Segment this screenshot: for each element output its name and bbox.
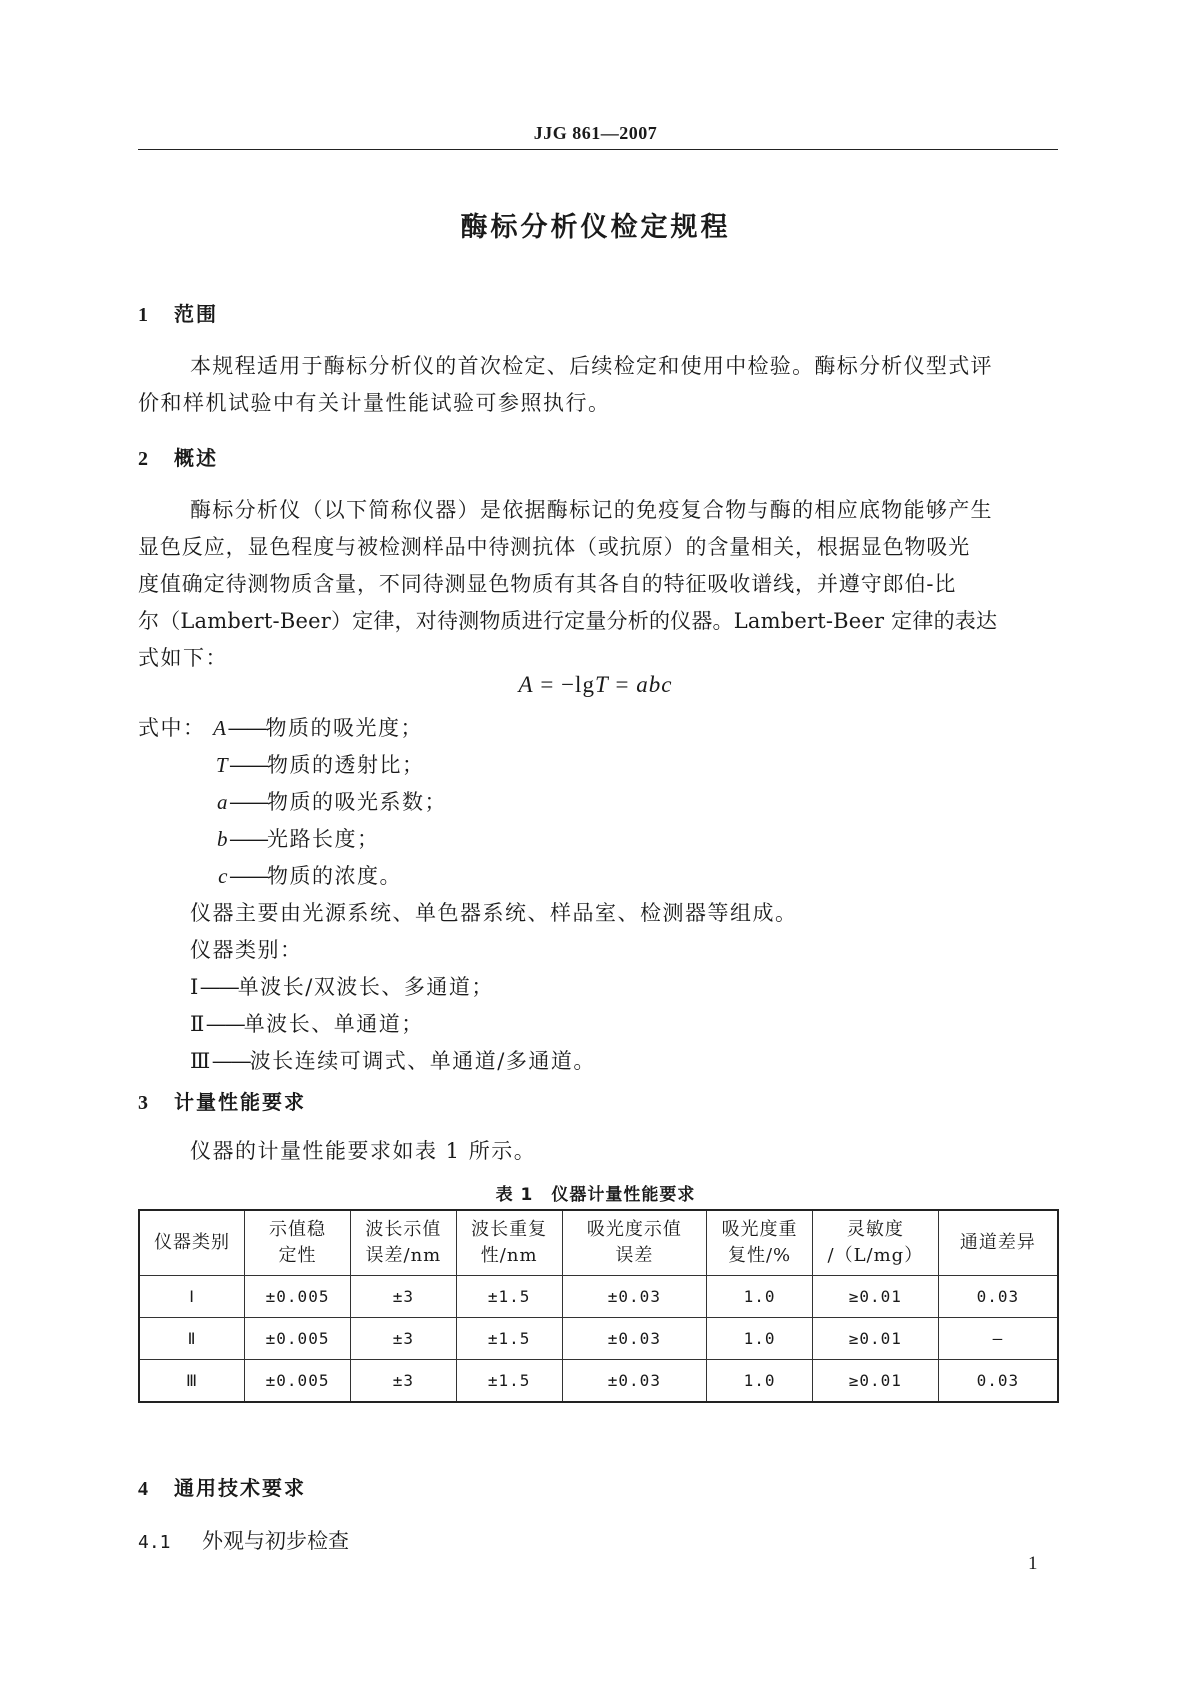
formula-abc: abc [636,672,673,697]
table-cell: ±3 [350,1276,456,1318]
table-cell: ≥0.01 [812,1318,938,1360]
category-symbol: Ⅱ [190,1012,206,1036]
performance-table [138,1209,1059,1403]
section-2-line-1: 酶标分析仪（以下简称仪器）是依据酶标记的免疫复合物与酶的相应底物能够产生 [190,498,993,522]
section-3-number: 3 [138,1092,148,1114]
section-3-heading [138,1086,306,1115]
definition-text: 光路长度； [267,827,380,851]
category-text: 单波长、单通道； [243,1012,424,1036]
definition-text: 物质的透射比； [267,753,425,777]
definition-symbol: a [217,790,229,814]
formula-t: T [594,672,609,697]
table-cell: ±0.03 [562,1318,707,1360]
section-2-number: 2 [138,448,148,470]
definition-text: 物质的吸光系数； [267,790,447,814]
column-header: 灵敏度 /（L/mg） [812,1210,938,1276]
table-row [139,1276,1058,1318]
section-2-line-5: 式如下： [138,646,228,670]
table-cell: ±3 [350,1318,456,1360]
column-header: 吸光度示值 误差 [562,1210,707,1276]
table-cell: ±0.005 [245,1276,351,1318]
section-2-line-3: 度值确定待测物质含量，不同待测显色物质有其各自的特征吸收谱线，并遵守郎伯-比 [138,572,957,596]
column-header: 仪器类别 [139,1210,245,1276]
section-2-line-2: 显色反应，显色程度与被检测样品中待测抗体（或抗原）的含量相关，根据显色物吸光 [138,535,971,559]
category-symbol: Ⅰ [190,975,200,999]
section-4-heading [138,1472,306,1501]
page-title: 酶标分析仪检定规程 [460,212,731,243]
table-cell: 0.03 [938,1276,1058,1318]
section-3-intro: 仪器的计量性能要求如表 1 所示。 [190,1139,537,1163]
table-row [139,1318,1058,1360]
definition-dash: —— [229,753,267,777]
table-header-row [139,1210,1058,1276]
column-header: 通道差异 [938,1210,1058,1276]
category-dash: —— [199,975,238,999]
section-2-title: 概述 [174,446,218,470]
definition-dash: —— [229,864,267,888]
table-row [139,1360,1058,1403]
table-cell: ≥0.01 [812,1360,938,1403]
section-1-number: 1 [138,304,148,326]
table-caption: 表 1 仪器计量性能要求 [495,1185,696,1205]
column-header: 示值稳 定性 [245,1210,351,1276]
definition-symbol: A [213,716,228,740]
column-header: 吸光度重 复性/% [707,1210,813,1276]
categories-label: 仪器类别： [190,938,303,962]
table-cell: ±0.03 [562,1276,707,1318]
section-1-line-1: 本规程适用于酶标分析仪的首次检定、后续检定和使用中检验。酶标分析仪型式评 [190,354,993,378]
table-cell: ±1.5 [456,1276,562,1318]
formula-op2: = [608,672,637,697]
definition-c [213,860,1133,890]
definition-symbol: c [218,864,229,888]
table-cell: Ⅰ [139,1276,245,1318]
definition-text: 物质的浓度。 [267,864,402,888]
table-cell: ±0.005 [245,1360,351,1403]
section-3-title: 计量性能要求 [174,1090,306,1114]
definition-text: 物质的吸光度； [265,716,423,740]
category-symbol: Ⅲ [190,1049,212,1073]
table-cell: ±1.5 [456,1360,562,1403]
category-dash: —— [211,1049,250,1073]
definition-dash: —— [229,827,267,851]
table-cell: — [938,1318,1058,1360]
definition-a-coef [213,786,1133,816]
section-4-number: 4 [138,1478,148,1500]
section-2-heading [138,442,218,471]
definition-symbol: T [215,753,229,777]
category-dash: —— [205,1012,244,1036]
definition-b [213,823,1133,853]
column-header: 波长示值 误差/nm [350,1210,456,1276]
header-rule [138,149,1058,150]
table-cell: 0.03 [938,1360,1058,1403]
table-cell: ±1.5 [456,1318,562,1360]
subsection-title: 外观与初步检查 [202,1529,349,1553]
category-1 [190,971,1110,1001]
composition-text: 仪器主要由光源系统、单色器系统、样品室、检测器等组成。 [190,901,798,925]
section-1-title: 范围 [174,302,218,326]
category-text: 波长连续可调式、单通道/多通道。 [249,1049,596,1073]
definition-dash: —— [229,790,267,814]
where-label: 式中： [138,716,206,740]
column-header: 波长重复 性/nm [456,1210,562,1276]
definition-a [138,712,1058,742]
category-text: 单波长/双波长、多通道； [237,975,494,999]
table-cell: ±0.005 [245,1318,351,1360]
section-1-line-2: 价和样机试验中有关计量性能试验可参照执行。 [138,391,611,415]
section-2-line-4: 尔（Lambert-Beer）定律，对待测物质进行定量分析的仪器。Lambert-Beer 定律的表达 [138,609,998,633]
table-cell: 1.0 [707,1318,813,1360]
formula-a: A [518,672,534,697]
subsection-4-1 [138,1525,349,1555]
table-cell: ±3 [350,1360,456,1403]
section-1-heading [138,298,218,327]
category-2 [190,1008,1110,1038]
definition-t [213,749,1133,779]
definition-dash: —— [227,716,266,740]
lambert-beer-formula [0,672,1191,698]
table-cell: ±0.03 [562,1360,707,1403]
document-code: JJG 861—2007 [533,123,658,143]
table-cell: ≥0.01 [812,1276,938,1318]
category-3 [190,1045,1110,1075]
table-cell: Ⅱ [139,1318,245,1360]
page-number: 1 [1028,1553,1038,1574]
table-cell: 1.0 [707,1276,813,1318]
definition-symbol: b [217,827,229,851]
subsection-number: 4.1 [138,1532,171,1553]
formula-op1: = −lg [533,672,595,697]
table-cell: 1.0 [707,1360,813,1403]
table-cell: Ⅲ [139,1360,245,1403]
section-4-title: 通用技术要求 [174,1476,306,1500]
